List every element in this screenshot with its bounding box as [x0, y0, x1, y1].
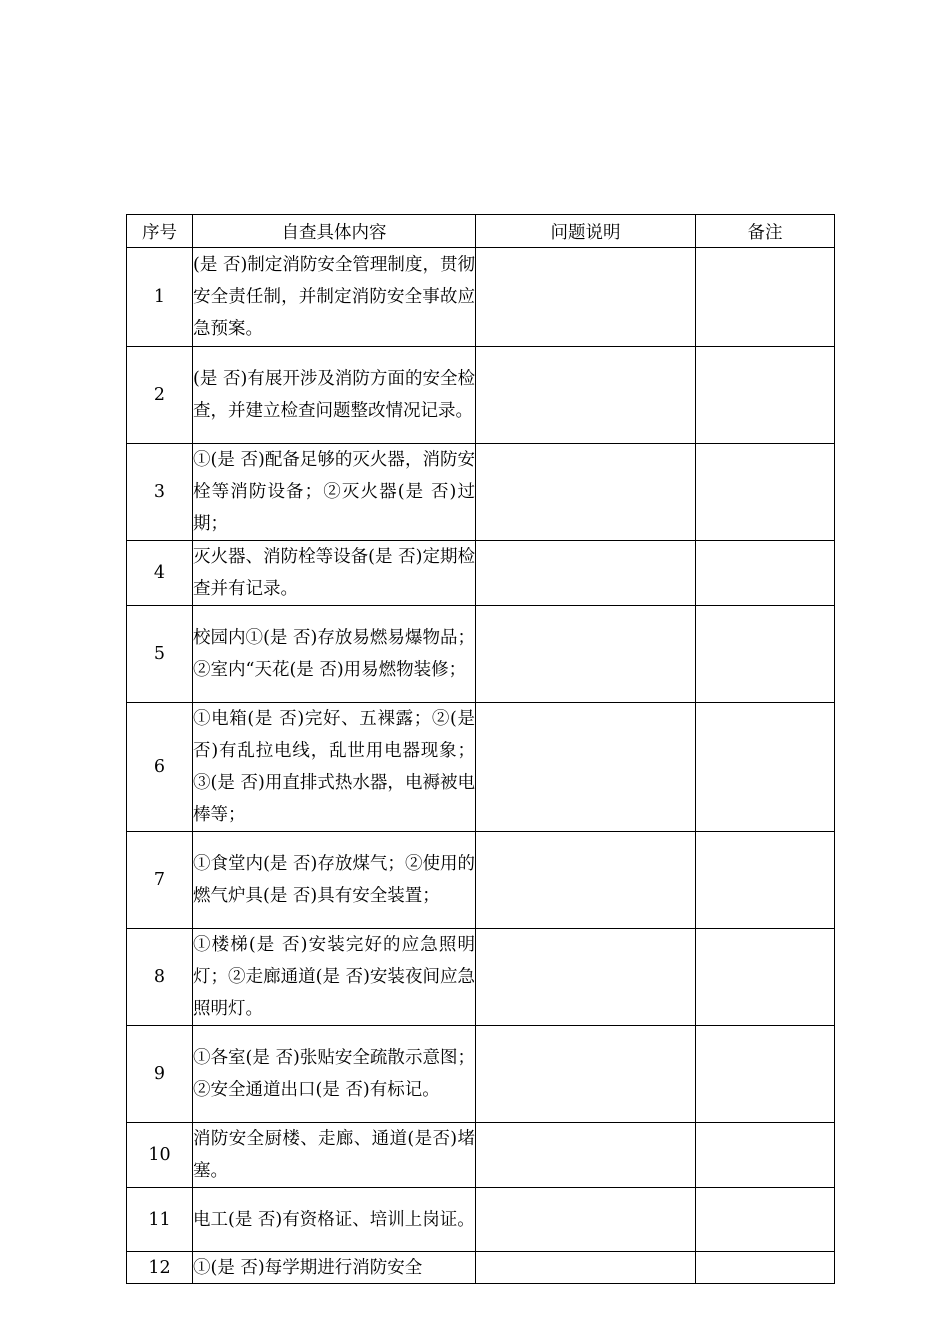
row-num: 1	[127, 248, 193, 347]
row-content-text: ①食堂内(是 否)存放煤气；②使用的燃气炉具(是 否)具有安全装置；	[193, 854, 475, 906]
row-content	[193, 1188, 476, 1252]
row-num: 6	[127, 703, 193, 832]
row-content-text: ①楼梯(是 否)安装完好的应急照明灯；②走廊通道(是 否)安装夜间应急照明灯。	[193, 935, 475, 1019]
header-remark: 备注	[696, 215, 835, 248]
table-row	[127, 541, 835, 606]
row-remark-cell	[696, 347, 835, 444]
row-remark-cell	[696, 929, 835, 1026]
table-row	[127, 703, 835, 832]
row-remark-cell	[696, 1026, 835, 1123]
row-num: 10	[127, 1123, 193, 1188]
row-content	[193, 832, 476, 929]
self-inspection-table	[126, 214, 835, 1284]
row-remark-cell	[696, 444, 835, 541]
row-issue-cell	[476, 1123, 696, 1188]
row-issue-cell	[476, 832, 696, 929]
row-num: 2	[127, 347, 193, 444]
table-row	[127, 1252, 835, 1284]
row-num: 8	[127, 929, 193, 1026]
table-row	[127, 1123, 835, 1188]
row-content-text: (是 否)有展开涉及消防方面的安全检查，并建立检查问题整改情况记录。	[193, 369, 475, 421]
row-content-text: ①电箱(是 否)完好、五裸露；②(是 否)有乱拉电线，乱世用电器现象；③(是 否)用直排式热水器，电褥被电棒等；	[193, 709, 475, 825]
row-num: 5	[127, 606, 193, 703]
row-content	[193, 606, 476, 703]
row-issue-cell	[476, 606, 696, 703]
row-num: 12	[127, 1252, 193, 1284]
table-row	[127, 1026, 835, 1123]
row-content	[193, 1252, 476, 1284]
row-remark-cell	[696, 606, 835, 703]
table-row	[127, 606, 835, 703]
row-issue-cell	[476, 444, 696, 541]
row-issue-cell	[476, 248, 696, 347]
row-issue-cell	[476, 541, 696, 606]
table-row	[127, 444, 835, 541]
row-issue-cell	[476, 347, 696, 444]
row-num: 4	[127, 541, 193, 606]
table-row	[127, 347, 835, 444]
row-issue-cell	[476, 1188, 696, 1252]
row-content	[193, 347, 476, 444]
table-row	[127, 248, 835, 347]
row-content-text: (是 否)制定消防安全管理制度，贯彻安全责任制，并制定消防安全事故应急预案。	[193, 255, 475, 339]
row-content	[193, 1026, 476, 1123]
row-issue-cell	[476, 1252, 696, 1284]
row-content-text: ①(是 否)每学期进行消防安全	[193, 1257, 423, 1278]
row-content	[193, 444, 476, 541]
row-content	[193, 541, 476, 606]
row-content-text: 消防安全厨楼、走廊、通道(是否)堵塞。	[193, 1129, 475, 1181]
row-content	[193, 929, 476, 1026]
header-issue: 问题说明	[476, 215, 696, 248]
row-remark-cell	[696, 1188, 835, 1252]
row-remark-cell	[696, 703, 835, 832]
header-row	[127, 215, 835, 248]
row-content-text: 灭火器、消防栓等设备(是 否)定期检查并有记录。	[193, 547, 475, 599]
row-content-text: ①(是 否)配备足够的灭火器，消防安栓等消防设备；②灭火器(是 否)过期；	[193, 450, 475, 534]
table-row	[127, 929, 835, 1026]
row-issue-cell	[476, 1026, 696, 1123]
row-remark-cell	[696, 248, 835, 347]
row-content	[193, 248, 476, 347]
row-num: 7	[127, 832, 193, 929]
table-row	[127, 1188, 835, 1252]
row-content-text: ①各室(是 否)张贴安全疏散示意图；②安全通道出口(是 否)有标记。	[193, 1048, 475, 1100]
row-num: 3	[127, 444, 193, 541]
table-row	[127, 832, 835, 929]
row-num: 9	[127, 1026, 193, 1123]
row-content	[193, 1123, 476, 1188]
row-remark-cell	[696, 1123, 835, 1188]
header-num: 序号	[127, 215, 193, 248]
row-issue-cell	[476, 929, 696, 1026]
row-content-text: 校园内①(是 否)存放易燃易爆物品；②室内“天花(是 否)用易燃物装修；	[193, 628, 475, 680]
row-issue-cell	[476, 703, 696, 832]
row-remark-cell	[696, 832, 835, 929]
row-num: 11	[127, 1188, 193, 1252]
row-remark-cell	[696, 1252, 835, 1284]
row-remark-cell	[696, 541, 835, 606]
header-content: 自查具体内容	[193, 215, 476, 248]
row-content-text: 电工(是 否)有资格证、培训上岗证。	[193, 1209, 475, 1230]
row-content	[193, 703, 476, 832]
